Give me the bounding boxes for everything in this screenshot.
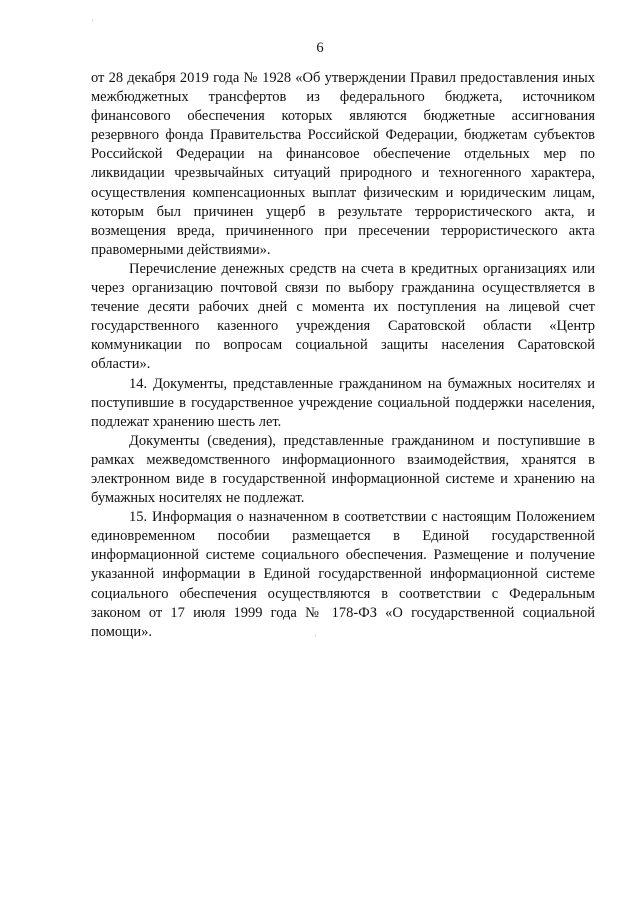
paragraph-item-14: 14. Документы, представленные гражданином на бумажных носителях и поступившие в государственное учреждение социальной поддержки населения, подлежат хранению шесть лет. — [91, 375, 595, 430]
paragraph-funds-transfer: Перечисление денежных средств на счета в кредитных организациях или через организацию почтовой связи по выбору гражданина осуществляется в течение десяти рабочих дней с момента их поступления на лицевой счет государственного казенного учреждения Саратовской области «Центр коммуникации по вопросам социальной защиты населения Саратовской области». — [91, 260, 595, 373]
paragraph-item-15: 15. Информация о назначенном в соответствии с настоящим Положением единовременном пособии размещается в Единой государственной информационной системе социального обеспечения. Размещение и получение указанной информации в Единой государственной информационной системе социального обеспечения осуществляются в соответствии с Федеральным законом от 17 июля 1999 года № 178-ФЗ «О государственной социальной помощи». — [91, 509, 595, 640]
scan-artifact — [315, 635, 316, 636]
scan-artifact — [92, 20, 93, 21]
paragraph-decree-continuation: от 28 декабря 2019 года № 1928 «Об утверждении Правил предоставления иных межбюджетных трансфертов из федерального бюджета, источником финансового обеспечения которых являются бюджетные ассигнования резервного фонда Правительства Российской Федерации, бюджетам субъектов Российской Федерации на финансовое обеспечение отдельных мер по ликвидации чрезвычайных ситуаций природного и техногенного характера, осуществления компенсационных выплат физическим и юридическим лицам, которым был причинен ущерб в результате террористического акта, и возмещения вреда, причиненного при пресечении террористического акта правомерными действиями». — [91, 70, 595, 258]
page-number: 6 — [316, 40, 324, 56]
document-body — [91, 69, 595, 642]
paragraph-electronic-documents: Документы (сведения), представленные гражданином и поступившие в рамках межведомственного информационного взаимодействия, хранятся в электронном виде в государственной информационной системе и хранению на бумажных носителях не подлежат. — [91, 432, 595, 507]
